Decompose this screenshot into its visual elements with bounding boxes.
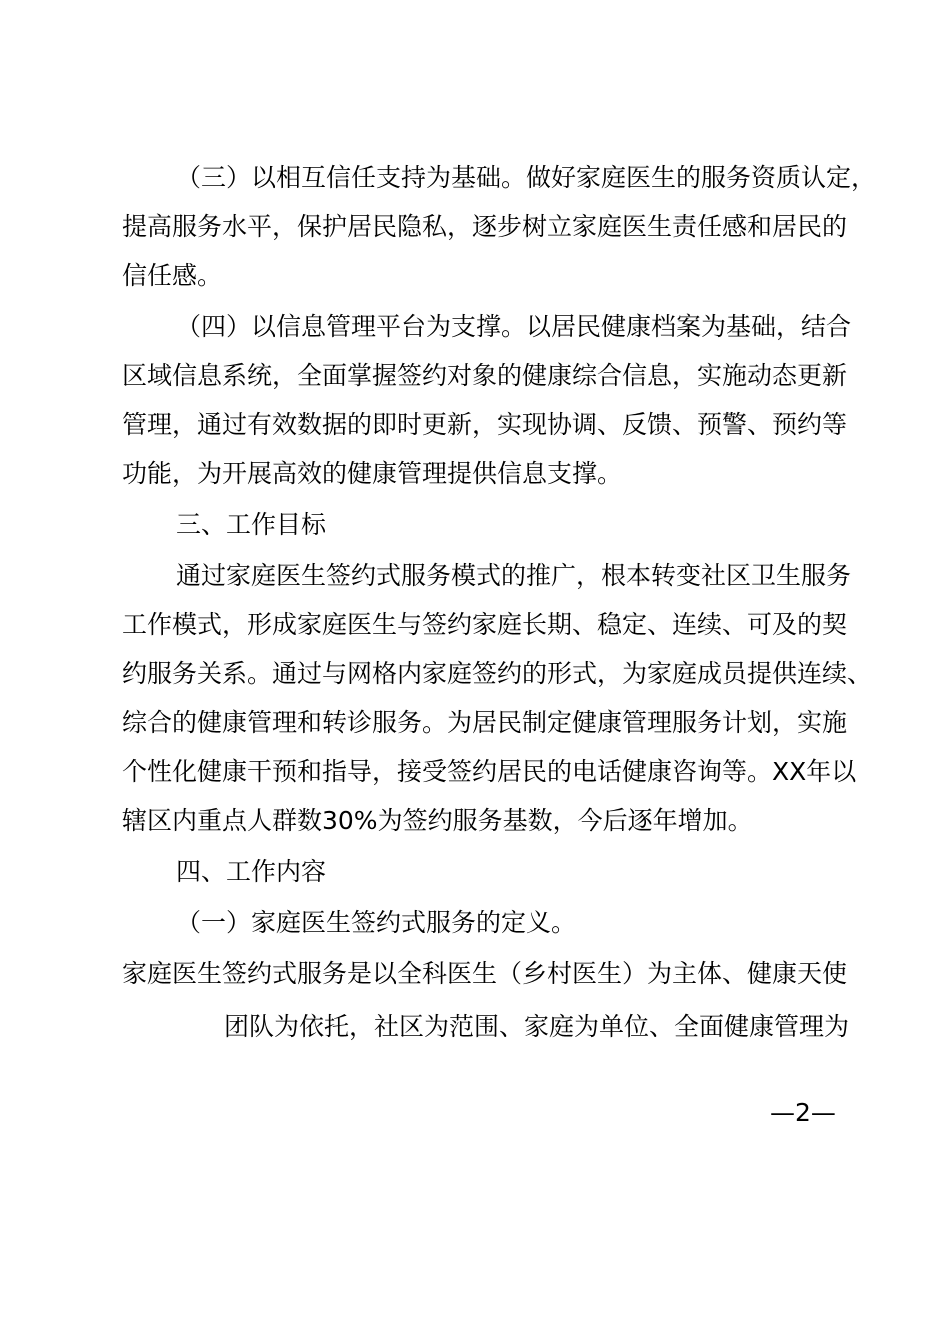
section-heading-goals: 三、工作目标 — [176, 510, 327, 539]
subheading-definition: （一）家庭医生签约式服务的定义。 — [176, 908, 577, 937]
page-number: —2— — [770, 1098, 836, 1127]
paragraph-1-line-1: （三）以相互信任支持为基础。做好家庭医生的服务资质认定， — [176, 163, 877, 192]
paragraph-4-line-2: 团队为依托，社区为范围、家庭为单位、全面健康管理为 — [224, 1012, 850, 1041]
paragraph-3-line-6: 辖区内重点人群数30%为签约服务基数，今后逐年增加。 — [122, 806, 753, 835]
paragraph-1-line-3: 信任感。 — [122, 261, 223, 290]
paragraph-2-line-2: 区域信息系统，全面掌握签约对象的健康综合信息，实施动态更新 — [122, 361, 848, 390]
paragraph-3-line-3: 约服务关系。通过与网格内家庭签约的形式，为家庭成员提供连续、 — [122, 659, 873, 688]
paragraph-2-line-1: （四）以信息管理平台为支撑。以居民健康档案为基础，结合 — [176, 312, 852, 341]
paragraph-3-line-5: 个性化健康干预和指导，接受签约居民的电话健康咨询等。XX年以 — [122, 757, 857, 786]
paragraph-2-line-4: 功能，为开展高效的健康管理提供信息支撑。 — [122, 459, 623, 488]
paragraph-3-line-4: 综合的健康管理和转诊服务。为居民制定健康管理服务计划，实施 — [122, 708, 848, 737]
paragraph-4-line-1: 家庭医生签约式服务是以全科医生（乡村医生）为主体、健康天使 — [122, 959, 848, 988]
paragraph-3-line-2: 工作模式，形成家庭医生与签约家庭长期、稳定、连续、可及的契 — [122, 610, 848, 639]
paragraph-3-line-1: 通过家庭医生签约式服务模式的推广，根本转变社区卫生服务 — [176, 561, 852, 590]
paragraph-1-line-2: 提高服务水平，保护居民隐私，逐步树立家庭医生责任感和居民的 — [122, 212, 848, 241]
paragraph-2-line-3: 管理，通过有效数据的即时更新，实现协调、反馈、预警、预约等 — [122, 410, 848, 439]
section-heading-content: 四、工作内容 — [176, 857, 327, 886]
